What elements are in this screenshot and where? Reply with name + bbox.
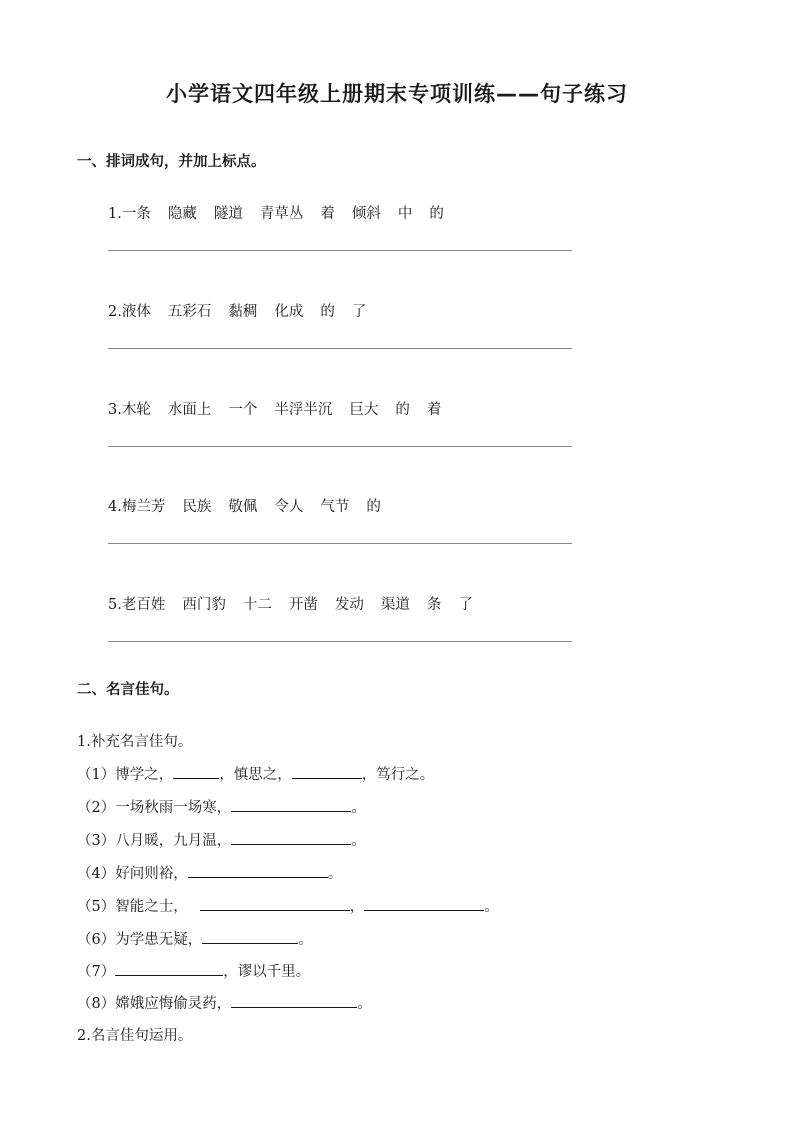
word: 一条 [121, 206, 151, 222]
word: 梅兰芳 [121, 499, 166, 515]
page-title: 小学语文四年级上册期末专项训练——句子练习 [166, 82, 628, 106]
proverb-question-2 [77, 796, 366, 817]
question-text: 。 [351, 833, 366, 849]
question-text: ，笃行之。 [361, 767, 435, 783]
word: 渠道 [380, 597, 410, 613]
question-text: 智能之士， [115, 899, 188, 915]
question-text: 。 [351, 800, 366, 816]
reorder-item-2 [108, 300, 383, 321]
proverb-question-7 [77, 960, 310, 981]
question-text: 。 [357, 996, 372, 1012]
answer-line[interactable] [108, 348, 572, 349]
word: 发动 [334, 597, 364, 613]
question-text: ， [349, 899, 365, 915]
word: 化成 [274, 304, 304, 320]
question-text: 为学患无疑， [115, 932, 203, 948]
word: 中 [397, 206, 413, 222]
proverb-question-1 [77, 763, 434, 784]
reorder-item-4 [108, 495, 398, 516]
word: 黏稠 [228, 304, 258, 320]
question-text: 。 [298, 932, 313, 948]
word: 隧道 [213, 206, 243, 222]
word: 西门豹 [182, 597, 226, 613]
fill-blank[interactable] [173, 764, 219, 779]
word: 着 [320, 206, 335, 222]
fill-blank[interactable] [231, 797, 351, 812]
question-number: （5） [77, 899, 116, 915]
word: 五彩石 [167, 304, 212, 320]
word: 令人 [274, 499, 304, 515]
proverb-question-8 [77, 992, 372, 1013]
item-number: 3. [108, 402, 122, 418]
question-number: （3） [77, 833, 116, 849]
word: 的 [395, 402, 410, 418]
question-number: （1） [77, 767, 116, 783]
section-1-heading: 一、排词成句，并加上标点。 [77, 154, 266, 170]
fill-blank[interactable] [231, 830, 351, 845]
question-text: ，慎思之， [219, 767, 292, 783]
proverb-question-3 [77, 829, 366, 850]
answer-line[interactable] [108, 641, 572, 642]
word: 老百姓 [121, 597, 166, 613]
fill-blank[interactable] [200, 896, 350, 911]
word: 民族 [182, 499, 212, 515]
word: 条 [426, 597, 442, 613]
fill-blank[interactable] [231, 993, 357, 1008]
word: 了 [351, 304, 367, 320]
question-text: 。 [327, 866, 343, 882]
item-number: 1. [108, 206, 122, 222]
word: 气节 [320, 499, 350, 515]
word: 液体 [121, 304, 151, 320]
word: 着 [426, 402, 442, 418]
question-text: 嫦娥应悔偷灵药， [115, 996, 232, 1012]
answer-line[interactable] [108, 543, 572, 544]
proverb-question-6 [77, 928, 313, 949]
word: 水面上 [167, 402, 212, 418]
word: 青草丛 [259, 206, 304, 222]
word: 半浮半沉 [274, 402, 333, 418]
question-number: （7） [77, 964, 116, 980]
word: 敬佩 [228, 499, 258, 515]
question-number: （2） [77, 800, 116, 816]
fill-blank[interactable] [292, 764, 362, 779]
fill-blank[interactable] [115, 961, 223, 976]
word: 开凿 [288, 597, 318, 613]
question-text: 博学之， [115, 767, 174, 783]
question-text: 八月暖，九月温， [115, 833, 232, 849]
word: 一个 [228, 402, 258, 418]
answer-line[interactable] [108, 446, 572, 447]
word: 木轮 [121, 402, 151, 418]
proverb-question-4 [77, 862, 342, 883]
word: 十二 [242, 597, 272, 613]
word: 的 [366, 499, 381, 515]
word: 的 [429, 206, 444, 222]
reorder-item-5 [108, 593, 490, 614]
reorder-item-1 [108, 202, 461, 223]
word: 了 [458, 597, 473, 613]
question-text: 好问则裕， [115, 866, 188, 882]
question-text: 一场秋雨一场寒， [115, 800, 232, 816]
item-number: 5. [108, 597, 122, 613]
fill-blank[interactable] [188, 863, 328, 878]
proverb-question-5 [77, 895, 499, 916]
word: 倾斜 [351, 206, 381, 222]
fill-blank[interactable] [202, 929, 298, 944]
reorder-item-3 [108, 398, 458, 419]
question-number: （8） [77, 996, 116, 1012]
fill-blank[interactable] [364, 896, 484, 911]
question-text: 。 [484, 899, 499, 915]
question-number: （4） [77, 866, 116, 882]
subsection-1-label: 1.补充名言佳句。 [77, 734, 193, 750]
word: 巨大 [349, 402, 379, 418]
question-text: ，谬以千里。 [223, 964, 311, 980]
item-number: 4. [108, 499, 122, 515]
item-number: 2. [108, 304, 122, 320]
word: 的 [320, 304, 335, 320]
word: 隐藏 [167, 206, 197, 222]
section-2-heading: 二、名言佳句。 [77, 682, 179, 698]
answer-line[interactable] [108, 250, 572, 251]
subsection-2-label: 2.名言佳句运用。 [77, 1028, 193, 1044]
question-number: （6） [77, 932, 116, 948]
